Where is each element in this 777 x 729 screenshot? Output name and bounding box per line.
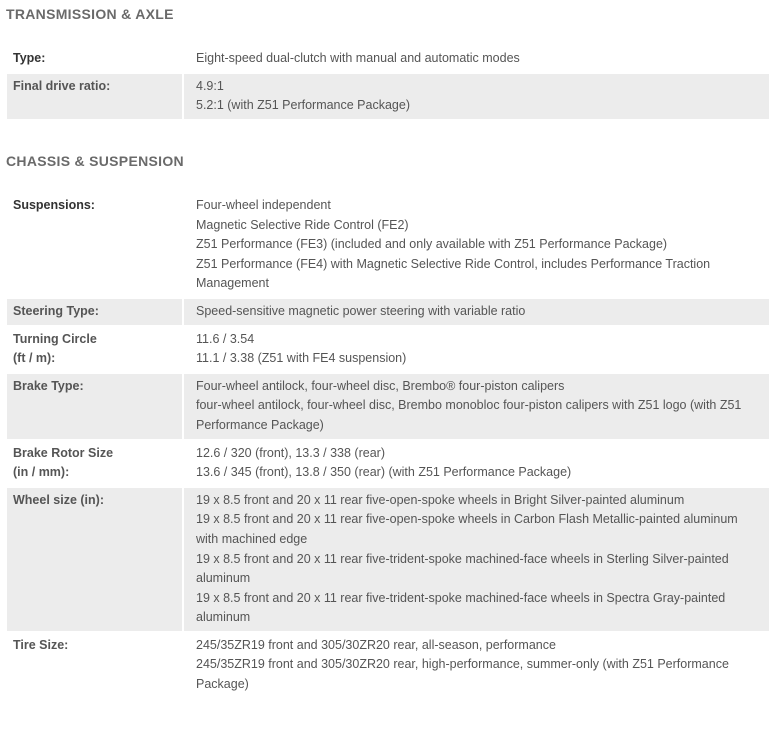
spec-value-line: 19 x 8.5 front and 20 x 11 rear five-trident-spoke machined-face wheels in Sterling Silver-painted aluminum — [196, 551, 729, 586]
spec-label: Tire Size: — [7, 633, 182, 698]
spec-label — [7, 441, 182, 486]
spec-label: Wheel size (in): — [7, 488, 182, 631]
spec-table-chassis — [7, 191, 769, 700]
spec-row-tire-size — [7, 633, 769, 698]
spec-label: Final drive ratio: — [7, 74, 182, 119]
spec-value-line: Four-wheel independent — [196, 198, 331, 212]
spec-value — [182, 441, 769, 486]
spec-label: Type: — [7, 46, 182, 72]
spec-value-line: Z51 Performance (FE4) with Magnetic Selective Ride Control, includes Performance Traction Management — [196, 256, 711, 291]
spec-value-line: 11.6 / 3.54 — [196, 331, 255, 346]
spec-label-line: (in / mm): — [13, 465, 70, 480]
spec-value — [182, 327, 769, 372]
spec-value — [182, 299, 769, 325]
spec-value — [182, 633, 769, 698]
spec-row-suspensions — [7, 193, 769, 297]
spec-row-wheel-size — [7, 488, 769, 631]
spec-value-line: 19 x 8.5 front and 20 x 11 rear five-open-spoke wheels in Bright Silver-painted aluminum — [196, 492, 685, 507]
spec-row-brake-rotor — [7, 441, 769, 486]
section-title-transmission: TRANSMISSION & AXLE — [6, 6, 174, 22]
spec-value-line: 4.9:1 — [196, 78, 224, 93]
spec-value-line: 5.2:1 (with Z51 Performance Package) — [196, 98, 410, 113]
spec-value — [182, 193, 769, 297]
spec-value-line: 19 x 8.5 front and 20 x 11 rear five-open-spoke wheels in Carbon Flash Metallic-painted aluminum with machined edge — [196, 512, 738, 546]
spec-label-line: Turning Circle — [13, 331, 97, 346]
spec-row-brake-type — [7, 374, 769, 439]
spec-row-turning-circle — [7, 327, 769, 372]
spec-row-type — [7, 46, 769, 72]
spec-row-final-drive — [7, 74, 769, 119]
spec-table-transmission — [7, 44, 769, 121]
spec-label-line: Brake Rotor Size — [13, 445, 114, 460]
spec-value-line: Magnetic Selective Ride Control (FE2) — [196, 217, 409, 232]
spec-label-line: (ft / m): — [13, 351, 56, 366]
spec-value-line: 245/35ZR19 front and 305/30ZR20 rear, high-performance, summer-only (with Z51 Performance Package) — [196, 657, 729, 692]
spec-value-line: Speed-sensitive magnetic power steering with variable ratio — [196, 303, 526, 318]
spec-label — [7, 327, 182, 372]
spec-value-line: 13.6 / 345 (front), 13.8 / 350 (rear) (with Z51 Performance Package) — [196, 465, 572, 480]
spec-value-line: 12.6 / 320 (front), 13.3 / 338 (rear) — [196, 445, 385, 460]
spec-label: Brake Type: — [7, 374, 182, 439]
spec-value — [182, 374, 769, 439]
spec-value-line: Z51 Performance (FE3) (included and only available with Z51 Performance Package) — [196, 237, 668, 252]
spec-value — [182, 488, 769, 631]
spec-label: Steering Type: — [7, 299, 182, 325]
spec-value-line: four-wheel antilock, four-wheel disc, Brembo monobloc four-piston calipers with Z51 logo (with Z51 Performance Package) — [196, 398, 742, 432]
spec-value — [182, 46, 769, 72]
spec-value-line: Eight-speed dual-clutch with manual and automatic modes — [196, 51, 520, 65]
spec-value-line: 245/35ZR19 front and 305/30ZR20 rear, all-season, performance — [196, 637, 556, 652]
section-title-chassis: CHASSIS & SUSPENSION — [6, 153, 184, 169]
spec-value-line: 11.1 / 3.38 (Z51 with FE4 suspension) — [196, 351, 407, 366]
spec-value — [182, 74, 769, 119]
spec-value-line: 19 x 8.5 front and 20 x 11 rear five-trident-spoke machined-face wheels in Spectra Gray-painted aluminum — [196, 590, 726, 625]
spec-value-line: Four-wheel antilock, four-wheel disc, Brembo® four-piston calipers — [196, 378, 565, 393]
spec-row-steering — [7, 299, 769, 325]
spec-label: Suspensions: — [7, 193, 182, 297]
